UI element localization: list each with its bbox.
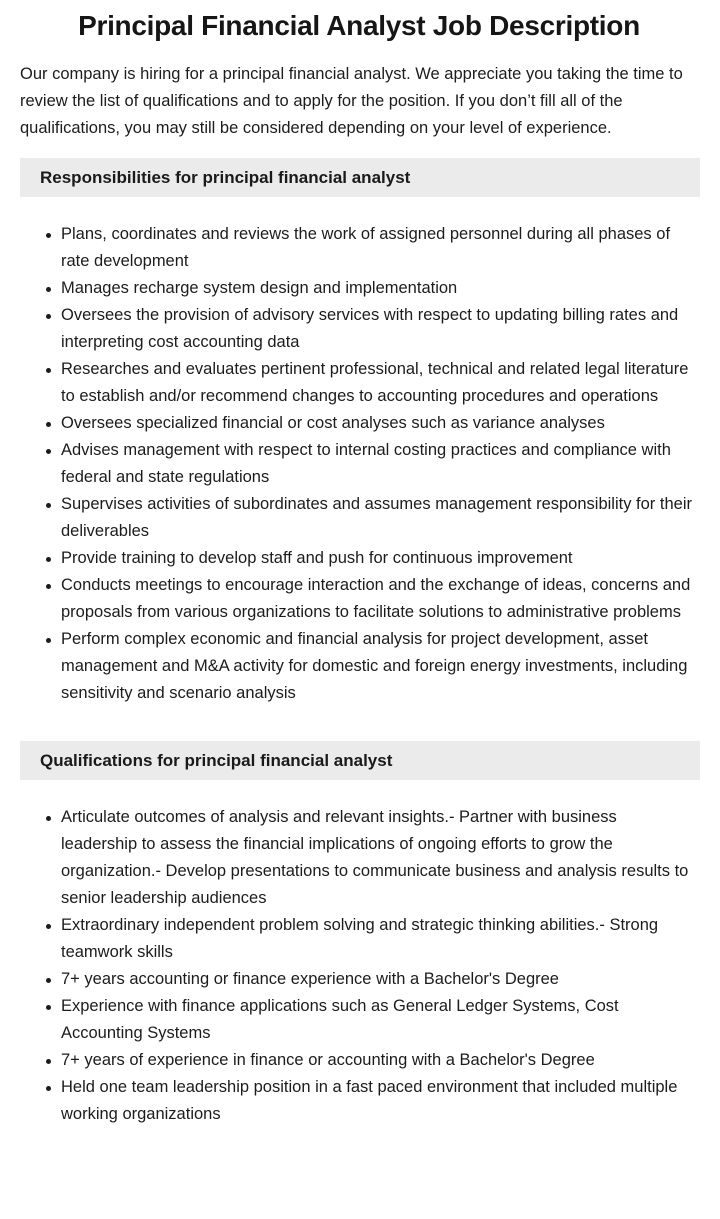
list-item: Extraordinary independent problem solving and strategic thinking abilities.- Strong teamwork skills [61, 912, 694, 966]
list-item: Plans, coordinates and reviews the work of assigned personnel during all phases of rate development [61, 221, 694, 275]
list-item: Advises management with respect to internal costing practices and compliance with federal and state regulations [61, 437, 694, 491]
list-item: Conducts meetings to encourage interaction and the exchange of ideas, concerns and proposals from various organizations to facilitate solutions to administrative problems [61, 572, 694, 626]
list-item: Oversees the provision of advisory services with respect to updating billing rates and interpreting cost accounting data [61, 302, 694, 356]
responsibilities-section [20, 158, 698, 725]
list-item: 7+ years accounting or finance experience with a Bachelor's Degree [61, 966, 694, 993]
list-item: Provide training to develop staff and push for continuous improvement [61, 545, 694, 572]
page-title: Principal Financial Analyst Job Description [78, 10, 640, 41]
qualifications-section [20, 741, 698, 1146]
list-item: 7+ years of experience in finance or accounting with a Bachelor's Degree [61, 1047, 694, 1074]
list-item: Held one team leadership position in a fast paced environment that included multiple working organizations [61, 1074, 694, 1128]
list-item: Perform complex economic and financial analysis for project development, asset management and M&A activity for domestic and foreign energy investments, including sensitivity and scenario analysis [61, 626, 694, 707]
qualifications-list [20, 780, 698, 1146]
list-item: Experience with finance applications such as General Ledger Systems, Cost Accounting Systems [61, 993, 694, 1047]
responsibilities-heading: Responsibilities for principal financial analyst [20, 158, 700, 197]
list-item: Supervises activities of subordinates and assumes management responsibility for their deliverables [61, 491, 694, 545]
list-item: Oversees specialized financial or cost analyses such as variance analyses [61, 410, 694, 437]
intro-paragraph: Our company is hiring for a principal financial analyst. We appreciate you taking the time to review the list of qualifications and to apply for the position. If you don’t fill all of the qualifications, you may still be considered depending on your level of experience. [20, 65, 683, 137]
qualifications-heading: Qualifications for principal financial analyst [20, 741, 700, 780]
responsibilities-list [20, 197, 698, 725]
list-item: Articulate outcomes of analysis and relevant insights.- Partner with business leadership to assess the financial implications of ongoing efforts to grow the organization.- Develop presentations to communicate business and analysis results to senior leadership audiences [61, 804, 694, 912]
list-item: Researches and evaluates pertinent professional, technical and related legal literature to establish and/or recommend changes to accounting procedures and operations [61, 356, 694, 410]
list-item: Manages recharge system design and implementation [61, 275, 694, 302]
